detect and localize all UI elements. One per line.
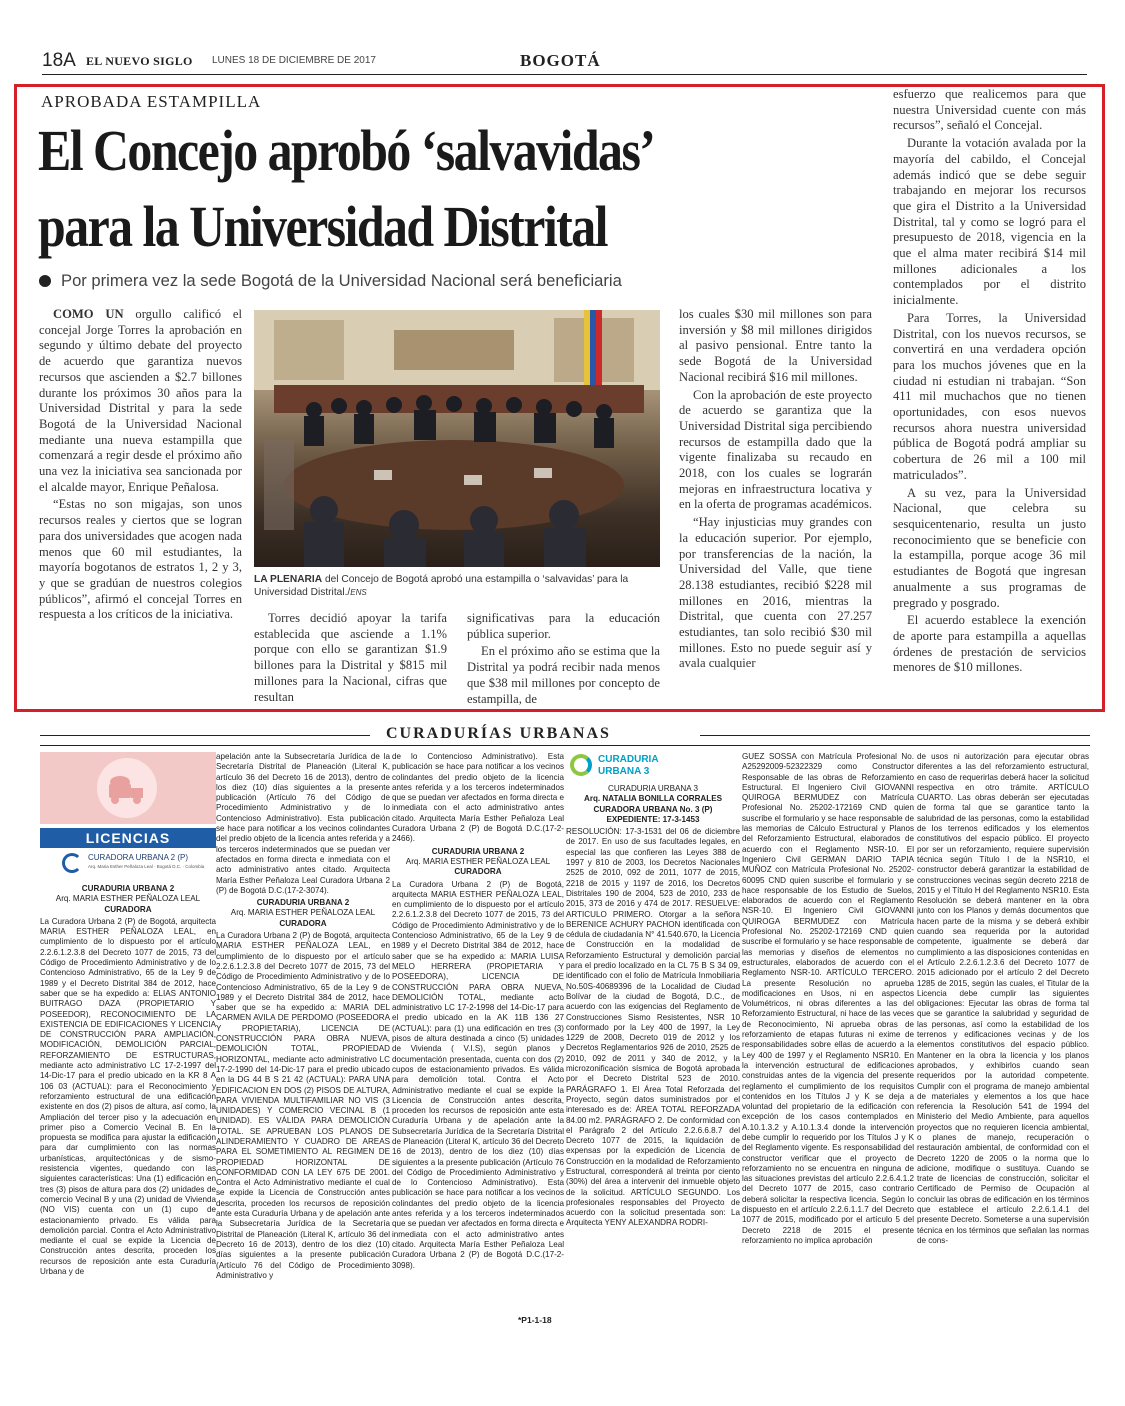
plenary-session-photo [254,310,660,567]
notice-column-4: CURADURIA URBANA 3 Arq. NATALIA BONILLA CORRALES CURADORA URBANA No. 3 (P) EXPEDIENTE: 17-3-1453 RESOLUCIÓN: 17-3-1531 del 06 de diciembre de 2017. En uso de sus facultades legales, en especial las que confieren las Leyes 388 de 1997 y 810 de 2003, los Decretos Nacionales 2525 de 2010, 092 de 2011, 1077 de 2015, 2218 de 2015 y 1197 de 2016, los Decretos Distritales 190 de 2004, 523 de 2010, 233 de 2015, 373 de 2016 y 474 de 2017. RESUELVE: ARTICULO PRIMERO. Otorgar a la señora BERENICE ACHURY PACHON identificada con cédula de ciudadanía N° 41.540.670, la Licencia de Construcción en la modalidad de Reforzamiento Estructural y demolición parcial para el predio localizado en la CL 75 B S 34 09, identificado con el folio de Matrícula Inmobiliaria No.50S-40689396 de la Localidad de Ciudad Bolívar de la ciudad de Bogotá, D.C., de acuerdo con las exigencias del Reglamento de Construcciones Sismo Resistentes, NSR 10 conformado por la Ley 400 de 1997, la Ley 1229 de 2008, Decreto 019 de 2012 y los Decretos Reglamentarios 926 de 2010, 2525 de 2010, 092 de 2011 y 340 de 2012, y la microzonificación sísmica de Bogotá aprobada por el Decreto Distrital 523 de 2010. PARÁGRAFO 1. El Área Total Reforzada del Proyecto, según datos suministrados por el interesado es de: ÁREA TOTAL REFORZADA 84.00 m2. PARÁGRAFO 2. De conformidad con el Parágrafo 2 del Artículo 2.2.6.6.8.7 del Decreto 1077 de 2015, la liquidación de expensas por la expedición de Licencia de Construcción en la modalidad de Reforzamiento Estructural, corresponderá al treinta por ciento (30%) del área a intervenir del inmueble objeto de la solicitud. ARTÍCULO SEGUNDO. Los profesionales responsables del Proyecto de acuerdo con la solicitud presentada son: La Arquitecta YENY ALEXANDRA RODRI- [566,784,740,1228]
headline-line-2: para la Universidad Distrital [38,194,607,259]
notice-column-1: CURADURIA URBANA 2 Arq. MARIA ESTHER PEÑALOZA LEAL CURADORA La Curadora Urbana 2 (P) de Bogotá, arquitecta MARIA ESTHER PEÑALOZA LEAL, en cumplimiento de lo dispuesto por el artículo 2.2.6.1.2.3.8 del Decreto 1077 de 2015, 73 del Código de Procedimiento Administrativo y de lo Contencioso Administrativo, 65 de la Ley 9 de 1989 y el Decreto Distrital 384 de 2012, hace saber que se ha expedido a: ELIAS ANTONIO BUITRAGO DAZA (PROPIETARIO Y POSEEDOR), RECONOCIMIENTO DE LA EXISTENCIA DE EDIFICACIONES Y LICENCIA DE CONSTRUCCIÓN PARA AMPLIACIÓN, MODIFICACIÓN, DEMOLICIÓN PARCIAL, REFORZAMIENTO DE ESTRUCTURAS, mediante acto administrativo LC 17-2-1997 del 14-Dic-17 para el predio ubicado en la KR 8 A 106 03 (ACTUAL): para el Reconocimiento y reforzamiento estructural de una edificación existente en dos (2) pisos de altura, así como, la Ampliación del tercer piso y la adecuación en primer piso a Comercio Vecinal B. En la propuesta se modifica para ajustar la edificación para dar cumplimiento con las normas urbanísticas, arquitectónicas y de sismo-resistencia vigentes, quedando con las siguientes características: Una (1) edificación en tres (3) pisos de altura para dos (2) unidades de comercio Vecinal B y una (2) unidad de Vivienda (NO VIS) cuenta con un (1) cupo de estacionamiento privado. Es válida para demolición parcial. Contra el Acto Administrativo mediante el cual se expide la Licencia de Construcción antes descrita, proceden los recursos de reposición ante esta Curaduría Urbana y de [40,884,216,1276]
notice-column-3: de lo Contencioso Administrativo). Esta publicación se hace para notificar a los vecinos colindantes del predio objeto de la licencia antes referida y a los terceros indeterminados que se puedan ver afectados en forma directa e inmediata con el acto administrativo antes citado. Arquitecta María Esther Peñaloza Leal Curadora Urbana 2 (P) de Bogotá D.C.(17-2-2466). CURADURIA URBANA 2 Arq. MARIA ESTHER PEÑALOZA LEAL CURADORA La Curadora Urbana 2 (P) de Bogotá, arquitecta MARIA ESTHER PEÑALOZA LEAL, en cumplimiento de lo dispuesto por el artículo 2.2.6.1.2.3.8 del Decreto 1077 de 2015, 73 del Código de Procedimiento Administrativo y de lo Contencioso Administrativo, 65 de la Ley 9 de 1989 y el Decreto Distrital 384 de 2012, hace saber que se ha expedido a: MARIA LUISA MELO HERRERA (PROPIETARIA Y POSEEDORA), LICENCIA DE CONSTRUCCIÓN PARA OBRA NUEVA, DEMOLICIÓN TOTAL, mediante acto administrativo LC 17-2-1998 del 14-Dic-17 para el predio ubicado en la AK 11B 136 27 (ACTUAL): para (1) una edificación en tres (3) pisos de altura destinada a cinco (5) unidades de Vivienda ( V.I.S), según planos y documentación presentada, cuenta con dos (2) cupos de estacionamiento privados. Es válida para demolición total. Contra el Acto Administrativo mediante el cual se expide la Licencia de Construcción antes descrita, proceden los recursos de reposición ante esta Curaduría Urbana y de apelación ante la Subsecretaría Jurídica de la Secretaría Distrital de Planeación (Literal K, artículo 36 del Decreto 16 de 2013), dentro de los diez (10) días siguientes a la presente publicación (Artículo 76 del Código de Procedimiento Administrativo y de lo Contencioso Administrativo). Esta publicación se hace para notificar a los vecinos colindantes del predio objeto de la licencia antes referida y a los terceros indeterminados que se puedan ver afectados en forma directa e inmediata con el acto administrativo antes citado. Arquitecta María Esther Peñaloza Leal Curadora Urbana 2 (P) de Bogotá D.C.(17-2-3098). [392,752,564,1270]
notice-column-5: GUEZ SOSSA con Matrícula Profesional No. A25292009-52322329 como Constructor Responsable de las obras de Reforzamiento Estructural. El Ingeniero Civil GIOVANNI QUIROGA BERMUDEZ con Matrícula Profesional No. 25202-172169 CND quien suscribe el formulario y se hace responsable de las memorias de Cálculo Estructural y Planos del Reforzamiento Estructural, elaborados de acuerdo con el Reglamento NSR-10. El Ingeniero Civil GERMAN DARIO TAPIA MUÑOZ con Matrícula Profesional No. 25202-60095 CND quien suscribe el formulario y se hace responsable de los Estudio de Suelos, elaborados de acuerdo con el Reglamento NSR-10. El Ingeniero Civil GIOVANNI QUIROGA BERMUDEZ con Matrícula Profesional No. 25202-172169 CND quien suscribe el formulario y se hace responsable de las memorias y diseños de elementos no estructurales, elaborados de acuerdo con el Reglamento NSR-10. ARTÍCULO TERCERO. La presente Resolución no aprueba modificaciones en Usos, ni en aspectos Volumétricos, ni obras diferentes a las del Reforzamiento Estructural, ni hace de las veces de Reconocimiento, Ni aprueba obras de reforzamiento de etapas futuras ni exime de responsabilidades sobre ellas de acuerdo a la Ley 400 de 1997 y el Reglamento NSR10. En la intervención estructural de edificaciones construidas antes de la vigencia del presente reglamento el cumplimiento de los requisitos contenidos en los Títulos J y K se deja a voluntad del propietario de la edificación con excepción de los casos contemplados en A.10.1.3.2 y A.10.1.3.4 donde la intervención debe cumplir lo requerido por los Títulos J y K del Reglamento vigente. Es responsabilidad del constructor verificar que el proyecto de reforzamiento no se encuentra en ninguna de las situaciones previstas del artículo 2.2.6.4.1.2 del Decreto 1077 de 2015, caso contrario deberá solicitar la respectiva licencia. Según lo dispuesto en el artículo 2.2.6.1.1.7 del Decreto 1077 de 2015, modificado por el artículo 5 del Decreto 2218 de 2015 el presente reforzamiento no implica aprobación [742,752,914,1245]
article-column-4: los cuales $30 mil millones son para inversión y $8 mil millones dirigidos al pasivo pensional. Entre tanto la sede Bogotá de la Universidad Nacional recibirá $16 mil millones. Con la aprobación de este proyecto de acuerdo se garantiza que la Universidad Distrital siga percibiendo recursos de estampilla dado que la vigente finalizaba su recaudo en 2018, con los cuales se lograrán mejoras en infraestructura locativa y en la oferta de programas académicos. “Hay injusticias muy grandes con la educación superior. Por ejemplo, por transferencias de la nación, la Universidad del Valle, que tiene 28.138 estudiantes, recibió $228 mil millones en 2016, mientras la Distrital, que cuenta con 27.257 estudiantes, tan solo recibió $30 mil millones. Esto no puede seguir así y avala cualquier [679,307,873,671]
curadurias-title: CURADURÍAS URBANAS [386,725,611,742]
licencias-banner: LICENCIAS [40,828,216,848]
curaduria-3-logo-icon [570,754,592,776]
lead-in: COMO UN [53,307,124,321]
curadora-2-logo-icon [62,853,82,873]
curaduria-3-logo: CURADURIA URBANA 3 [568,752,740,782]
curadora-2-logo: CURADORA URBANA 2 (P) Arq. Maria Esther Peñaloza Leal · Bogotá D.C. · Colombia [40,852,216,878]
licencias-logo [40,752,216,824]
curadurias-rule-left [40,735,370,736]
article-column-5: esfuerzo que realicemos para que nuestra Universidad cuente con más recursos”, señaló el Concejal. Durante la votación avalada por la mayoría del cabildo, el Concejal además indicó que se debe seguir trabajando en mejorar los recursos que gira el Distrito a la Universidad Distrital, tal y como se logró para el presupuesto de 2018, vigencia en la que el alma mater recibirá $14 mil millones adicionales a los contemplados por el distrito inicialmente. Para Torres, la Universidad Distrital, con los nuevos recursos, se convertirá en una verdadera opción para los muchos jóvenes que en la ciudad ni estudian ni trabajan. “Son 411 mil muchachos que no tienen oportunidades, con esos nuevos recursos ahora nuestra universidad pública de Bogotá podrá ampliar su cobertura de 26 mil a 100 mil matriculados”. A su vez, para la Universidad Nacional, que celebra su sesquicentenario, resulta un justo reconocimiento que se beneficie con la estampilla, porque acoge 36 mil estudiantes de Bogotá que ingresan anualmente a sus programas de pregrado y posgrado. El acuerdo establece la exención de aporte para estampilla a aquellas órdenes de prestación de servicios menores de $10 millones. [893,87,1086,675]
article-kicker: APROBADA ESTAMPILLA [41,92,262,111]
article-column-1: COMO UN orgullo calificó el concejal Jorge Torres la aprobación en segundo y último debate del proyecto de acuerdo que garantiza nuevos recursos que ascienden a $2.7 billones durante los próximos 30 años para la Universidad Distrital y para la sede Bogotá de la Universidad Nacional mediante una nueva estampilla que comenzará a regir desde el próximo año una vez la iniciativa sea sancionada por el alcalde mayor, Enrique Peñalosa. “Estas no son migajas, son unos recursos reales y ciertos que se logran para dos universidades que acogen nada menos que 60 mil estudiantes, la mayoría bogotanos de estratos 1, 2 y 3, y que se gradúan de nuestros colegios públicos”, afirmó el concejal Torres en respuesta a los críticos de la iniciativa. [39,307,242,622]
subhead: Por primera vez la sede Bogotá de la Universidad Nacional será beneficiaria [39,271,622,291]
page-header [42,49,1087,73]
section-name: BOGOTÁ [520,51,601,70]
photo-caption: LA PLENARIA del Concejo de Bogotá aprobó una estampilla o ‘salvavidas’ para la Universidad Distrital./ENS [254,574,629,598]
notice-column-2: apelación ante la Subsecretaría Jurídica de la Secretaría Distrital de Planeación (Literal K, artículo 36 del Decreto 16 de 2013), dentro de los diez (10) días siguientes a la presente publicación (Artículo 76 del Código de Procedimiento Administrativo y de lo Contencioso Administrativo). Esta publicación se hace para notificar a los vecinos colindantes del predio objeto de la licencia antes referida y a los terceros indeterminados que se puedan ver afectados en forma directa e inmediata con el acto administrativo antes citado. Arquitecta María Esther Peñaloza Leal Curadora Urbana 2 (P) de Bogotá D.C.(17-2-3074). CURADURIA URBANA 2 Arq. MARIA ESTHER PEÑALOZA LEAL CURADORA La Curadora Urbana 2 (P) de Bogotá, arquitecta MARIA ESTHER PEÑALOZA LEAL, en cumplimiento de lo dispuesto por el artículo 2.2.6.1.2.3.8 del Decreto 1077 de 2015, 73 del Código de Procedimiento Administrativo y de lo Contencioso Administrativo, 65 de la Ley 9 de 1989 y el Decreto Distrital 384 de 2012, hace saber que se ha expedido a: MARIA DEL CARMEN AVILA DE PERDOMO (POSEEDORA Y PROPIETARIA), LICENCIA DE CONSTRUCCIÓN PARA OBRA NUEVA, DEMOLICIÓN TOTAL, PROPIEDAD HORIZONTAL, mediante acto administrativo LC 17-2-1990 del 14-Dic-17 para el predio ubicado en la DG 44 B S 21 42 (ACTUAL): PARA UNA EDIFICACION EN DOS (2) PISOS DE ALTURA, PARA VIVIENDA MULTIFAMILIAR NO VIS (3 UNIDADES) Y COMERCIO VECINAL B (1 UNIDAD). ES VÁLIDA PARA DEMOLICIÓN TOTAL. SE APRUEBAN LOS PLANOS DE ALINDERAMIENTO Y CUADRO DE AREAS PARA EL SOMETIMIENTO AL REGIMEN DE PROPIEDAD HORIZONTAL DE CONFORMIDAD CON LA LEY 675 DE 2001. Contra el Acto Administrativo mediante el cual se expide la Licencia de Construcción antes descrita, proceden los recursos de reposición ante esta Curaduría Urbana y de apelación ante la Subsecretaría Jurídica de la Secretaría Distrital de Planeación (Literal K, artículo 36 del Decreto 16 de 2013), dentro de los diez (10) días siguientes a la presente publicación (Artículo 76 del Código de Procedimiento Administrativo y [216,752,390,1280]
paper-name: EL NUEVO SIGLO [86,54,193,68]
article-column-3: significativas para la educación pública superior. En el próximo año se estima que la Distrital ya podrá recibir nada menos que $38 mil millones por concepto de estampilla, de [467,611,660,706]
bullet-icon [39,275,51,287]
notice-column-6: de usos ni autorización para ejecutar obras diferentes a las del reforzamiento estructural, en caso de requerirlas deberá hacer la solicitud respectiva en otro trámite. ARTÍCULO CUARTO. Las obras deberán ser ejecutadas de forma tal que se garantice tanto la salubridad de las personas, como la estabilidad de los terrenos edificados y los elementos constitutivos del espacio público. El proyecto por ser un reforzamiento, requiere supervisión técnica según Título I de la NSR10, el constructor deberá garantizar la estabilidad de construcciones vecinas según decreto 2218 de 2015 y el Título H del Reglamento NSR10. Esta Resolución se deberá mantener en la obra junto con los Planos y demás documentos que hacen parte de la misma y se deberá exhibir cuando sea requerida por la autoridad competente, igualmente se deberá dar cumplimiento a las disposiciones contenidas en el Artículo 2.2.6.1.2.3.6 del Decreto 1077 de 2015 adicionado por el artículo 2 del Decreto 1285 de 2015, según las cuales, el Titular de la Licencia debe cumplir las siguientes obligaciones: Ejecutar las obras de forma tal que se garantice la salubridad y seguridad de las personas, así como la estabilidad de los terrenos y edificaciones vecinas y de los elementos constitutivos del espacio público. Mantener en la obra la licencia y los planos aprobados, y exhibirlos cuando sean requeridos por la autoridad competente. Cumplir con el programa de manejo ambiental de materiales y elementos a los que hace referencia la Resolución 541 de 1994 del Ministerio del Medio Ambiente, para aquellos proyectos que no requieren licencia ambiental, o planes de manejo, recuperación o restauración ambiental, de conformidad con el Decreto 1220 de 2005 o la norma que lo adicione, modifique o sustituya. Cuando se trate de licencias de construcción, solicitar el Certificado de Permiso de Ocupación al concluir las obras de edificación en los términos que establece el artículo 2.2.6.1.4.1 del presente Decreto. Someterse a una supervisión técnica en los términos que señalan las normas de cons- [917,752,1089,1245]
page-number: 18A [42,50,76,71]
notice-footer-code: *P1-1-18 [518,1315,552,1325]
truck-icon [97,758,157,818]
curadurias-rule-right [700,735,1090,736]
issue-date: LUNES 18 DE DICIEMBRE DE 2017 [212,55,376,66]
curadurias-rule-bottom [40,745,1090,746]
photo-scene [254,310,660,567]
article-column-2: Torres decidió apoyar la tarifa establecida que asciende a 1.1% porque con ello se garantizan $1.9 billones para la Distrital y $815 mil millones para la Nacional, cifras que resultan [254,611,447,704]
header-rule [42,74,1087,75]
headline-line-1: El Concejo aprobó ‘salvavidas’ [38,118,655,183]
